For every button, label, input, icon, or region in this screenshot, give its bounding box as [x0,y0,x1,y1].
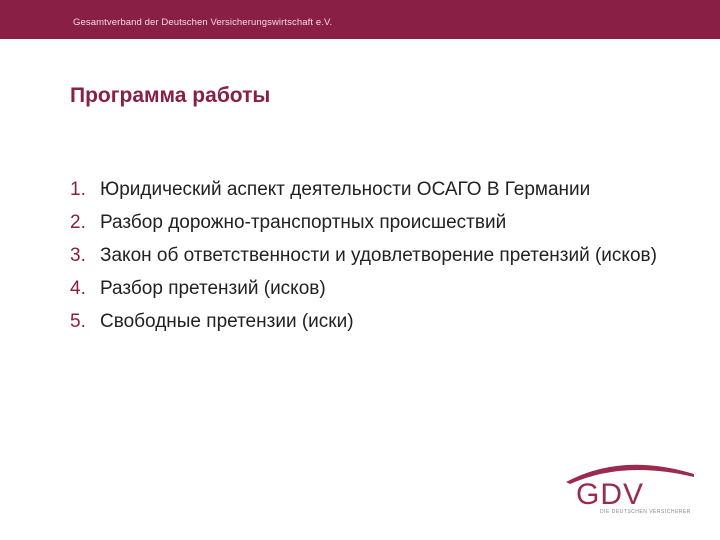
organization-name: Gesamtverband der Deutschen Versicherungswirtschaft e.V. [73,17,333,28]
gdv-logo-subtitle: DIE DEUTSCHEN VERSICHERER [600,509,691,515]
agenda-list [70,176,670,341]
agenda-item [70,275,670,303]
agenda-item-number: 4. [70,278,86,299]
header-bar [0,0,720,39]
slide-title: Программа работы [70,84,271,107]
agenda-item-text: Разбор дорожно-транспортных происшествий [100,212,507,233]
agenda-item [70,308,670,336]
agenda-item-number: 5. [70,311,86,332]
agenda-item-number: 3. [70,245,86,266]
agenda-item-text: Закон об ответственности и удовлетворение претензий (исков) [100,245,657,266]
agenda-item-text: Юридический аспект деятельности ОСАГО В Германии [100,179,591,200]
agenda-item [70,209,670,237]
agenda-item-number: 2. [70,212,86,233]
agenda-item [70,176,670,204]
agenda-item-text: Разбор претензий (исков) [100,278,326,299]
gdv-logo-text: GDV [576,478,645,511]
agenda-item-text: Свободные претензии (иски) [100,311,354,332]
agenda-item-number: 1. [70,179,86,200]
agenda-item [70,242,670,270]
